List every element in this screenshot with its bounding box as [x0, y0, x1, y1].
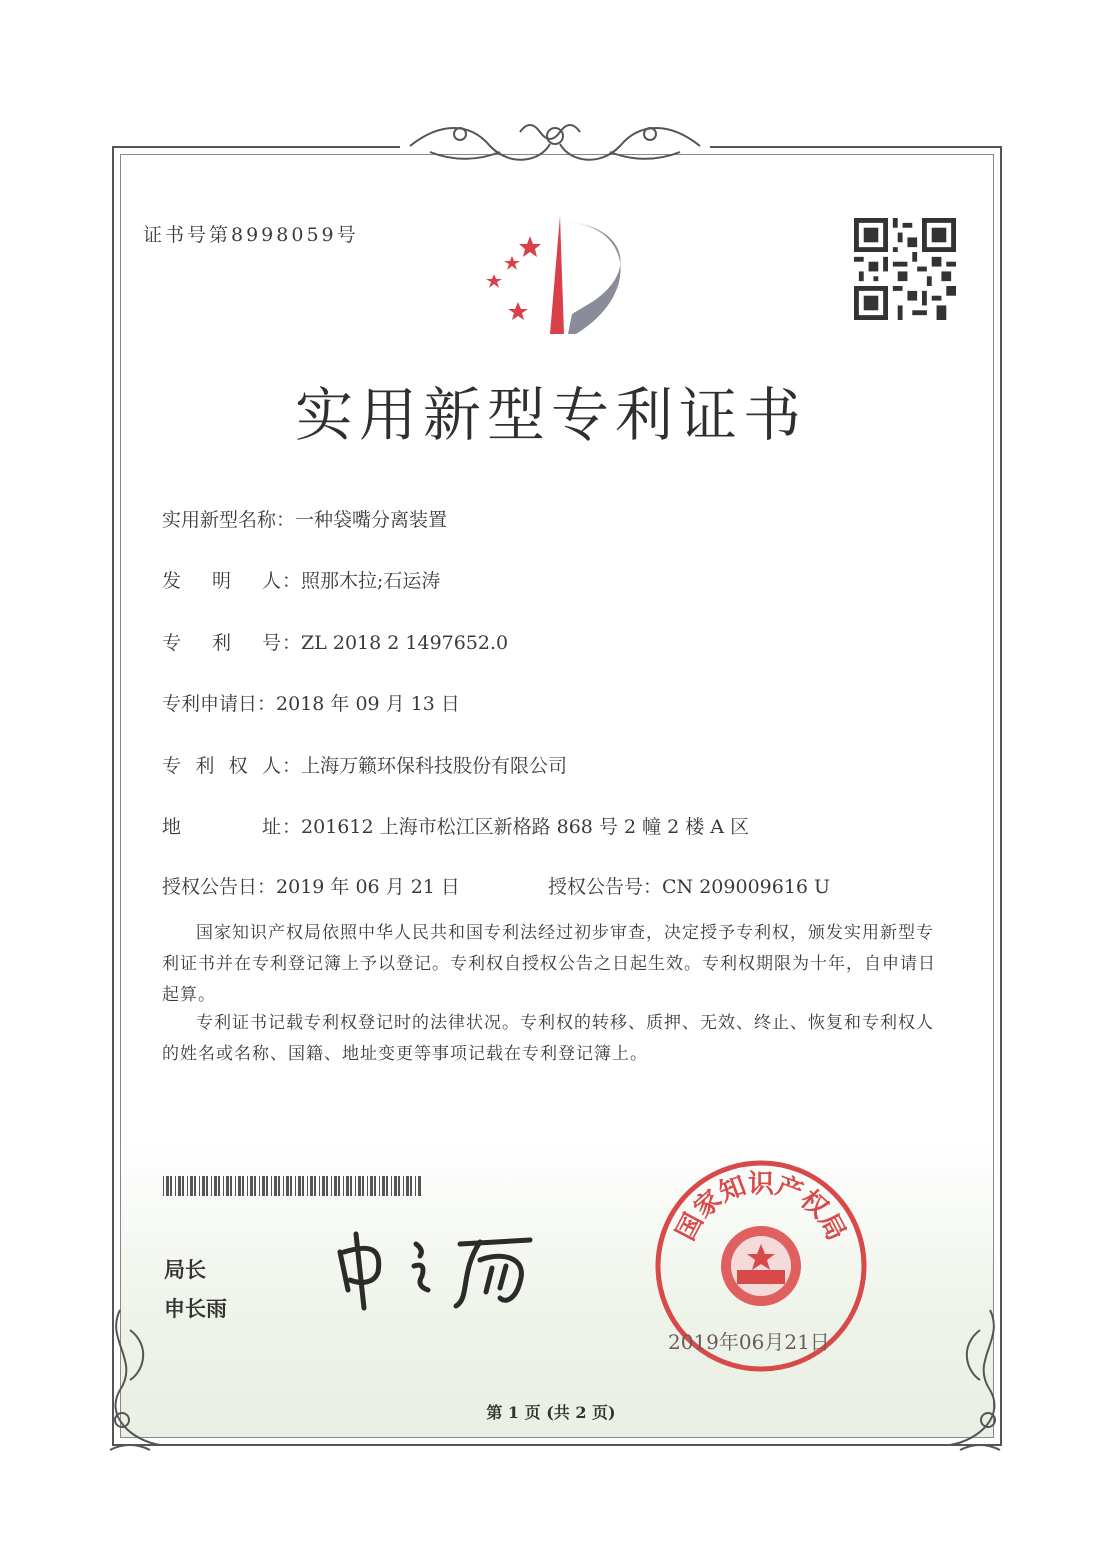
corner-ornament-left-icon	[100, 1300, 180, 1460]
field-patentee	[162, 751, 567, 778]
field-label: 专利申请日：	[162, 693, 277, 715]
body-paragraph: 国家知识产权局依照中华人民共和国专利法经过初步审查，决定授予专利权，颁发实用新型专利证书并在专利登记簿上予以登记。专利权自授权公告之日起生效。专利权期限为十年，自申请日起算。	[162, 923, 936, 1005]
field-filing-date	[162, 689, 460, 716]
field-label: 专利权人	[162, 755, 282, 777]
page-number: 第 1 页 (共 2 页)	[486, 1403, 616, 1422]
field-value: ZL 2018 2 1497652.0	[301, 632, 509, 654]
field-utility-model-name	[162, 505, 447, 532]
seal-date: 2019年06月21日	[668, 1330, 830, 1354]
field-colon: ：	[282, 632, 302, 654]
field-value: 一种袋嘴分离装置	[295, 509, 448, 531]
field-colon: ：	[282, 570, 302, 592]
field-value: 上海万籁环保科技股份有限公司	[301, 755, 568, 777]
field-value: 201612 上海市松江区新格路 868 号 2 幢 2 楼 A 区	[301, 816, 750, 838]
field-label: 专利号	[162, 632, 282, 654]
director-title: 局长	[164, 1258, 206, 1282]
director-name: 申长雨	[164, 1297, 227, 1321]
top-ornament-icon	[400, 112, 710, 172]
field-value: 2018 年 09 月 13 日	[276, 693, 460, 715]
body-paragraph: 专利证书记载专利权登记时的法律状况。专利权的转移、质押、无效、终止、恢复和专利权人的姓名或名称、国籍、地址变更等事项记载在专利登记簿上。	[162, 1013, 934, 1064]
field-colon: ：	[282, 755, 302, 777]
field-label: 授权公告日：	[162, 876, 277, 898]
field-publication-number	[548, 872, 830, 899]
field-patent-number	[162, 628, 508, 655]
field-inventor	[162, 566, 440, 593]
certificate-number: 证书号第8998059号	[143, 224, 359, 246]
seal-text: 国家知识产权局	[670, 1169, 852, 1246]
field-value: 照那木拉;石运涛	[301, 570, 441, 592]
director-signature-icon	[330, 1222, 560, 1312]
field-value: 2019 年 06 月 21 日	[276, 876, 460, 898]
field-label: 实用新型名称：	[162, 509, 296, 531]
qr-code-icon	[854, 218, 956, 320]
corner-ornament-right-icon	[930, 1300, 1010, 1460]
field-label: 发明人	[162, 570, 282, 592]
field-value: CN 209009616 U	[662, 876, 831, 898]
certificate-title: 实用新型专利证书	[294, 381, 807, 449]
patent-office-logo-icon	[472, 214, 642, 344]
field-colon: ：	[282, 816, 302, 838]
field-label: 授权公告号：	[548, 876, 663, 898]
barcode-icon	[163, 1176, 423, 1198]
field-publication-date	[162, 872, 460, 899]
field-label: 地址	[162, 816, 282, 838]
field-address	[162, 812, 749, 839]
